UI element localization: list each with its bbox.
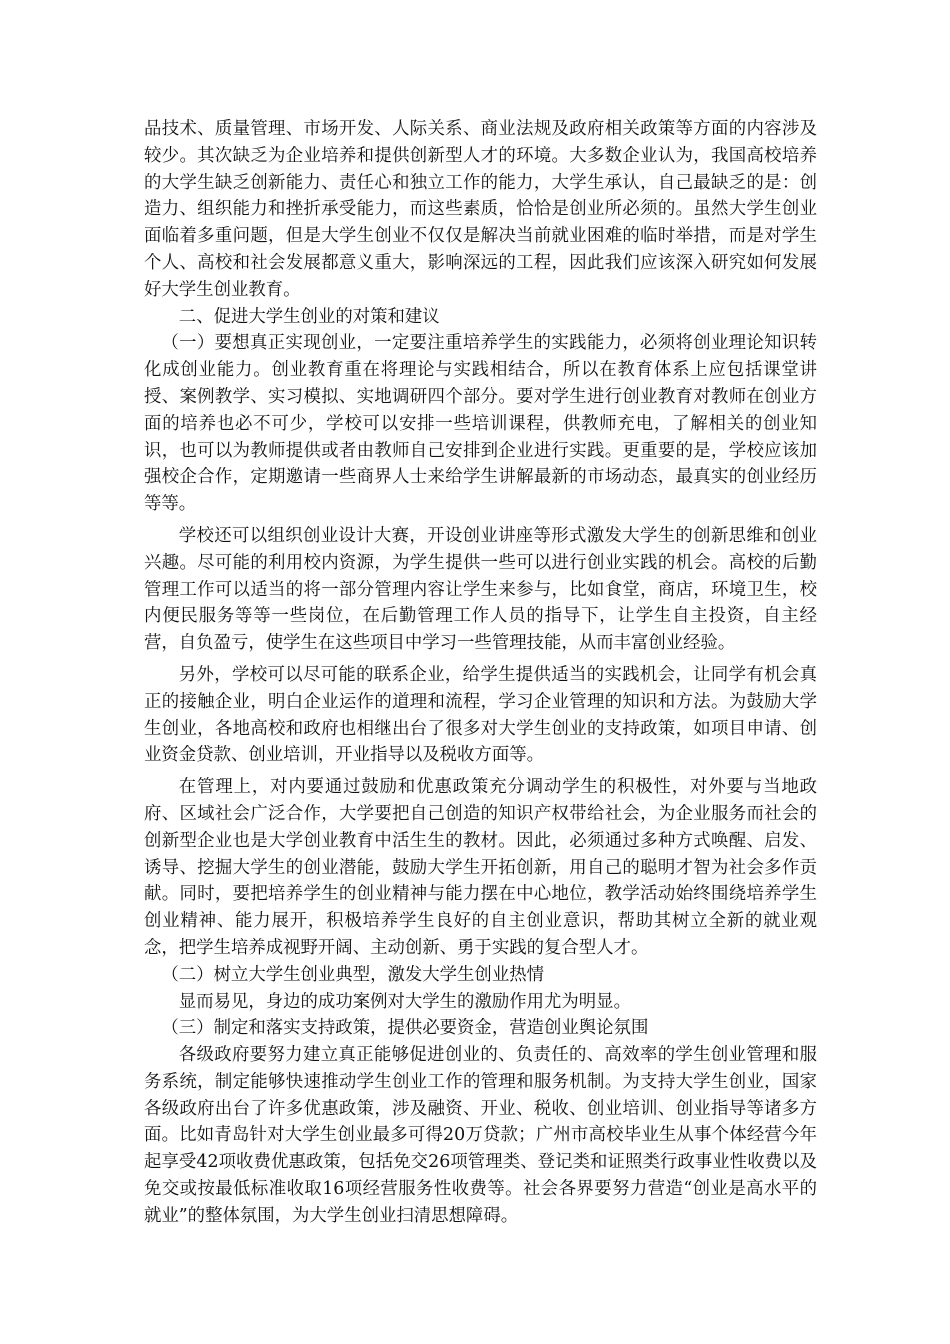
paragraph-intro-continuation: 品技术、质量管理、市场开发、人际关系、商业法规及政府相关政策等方面的内容涉及较少。其次缺乏为企业培养和提供创新型人才的环境。大多数企业认为，我国高校培养的大学生缺乏创新能力、责任心和独立工作的能力，大学生承认，自己最缺乏的是：创造力、组织能力和挫折承受能力，而这些素质，恰恰是创业所必须的。虽然大学生创业面临着多重问题，但是大学生创业不仅仅是解决当前就业困难的临时举措，而是对学生个人、高校和社会发展都意义重大，影响深远的工程，因此我们应该深入研究如何发展好大学生创业教育。 [144,119,817,300]
paragraph-competitions: 学校还可以组织创业设计大赛，开设创业讲座等形式激发大学生的创新思维和创业兴趣。尽可能的利用校内资源，为学生提供一些可以进行创业实践的机会。高校的后勤管理工作可以适当的将一部分管理内容让学生来参与，比如食堂，商店，环境卫生，校内便民服务等等一些岗位，在后勤管理工作人员的指导下，让学生自主投资，自主经营，自负盈亏，使学生在这些项目中学习一些管理技能，从而丰富创业经验。 [144,525,817,654]
paragraph-government-policy: 各级政府要努力建立真正能够促进创业的、负责任的、高效率的学生创业管理和服务系统，制定能够快速推动学生创业工作的管理和服务机制。为支持大学生创业，国家各级政府出台了许多优惠政策，涉及融资、开业、税收、创业培训、创业指导等诸多方面。比如青岛针对大学生创业最多可得20万贷款；广州市高校毕业生从事个体经营今年起享受42项收费优惠政策，包括免交26项管理类、登记类和证照类行政事业性收费以及免交或按最低标准收取16项经营服务性收费等。社会各界要努力营造“创业是高水平的就业”的整体氛围，为大学生创业扫清思想障碍。 [144,1045,817,1226]
paragraph-success-cases: 显而易见，身边的成功案例对大学生的激励作用尤为明显。 [178,991,631,1012]
paragraph-enterprise-contact: 另外，学校可以尽可能的联系企业，给学生提供适当的实践机会，让同学有机会真正的接触企业，明白企业运作的道理和流程，学习企业管理的知识和方法。为鼓励大学生创业，各地高校和政府也相继出台了很多对大学生创业的支持政策，如项目申请、创业资金贷款、创业培训，开业指导以及税收方面等。 [144,664,817,766]
section-heading-two: 二、促进大学生创业的对策和建议 [178,306,440,327]
subheading-three: （三）制定和落实支持政策，提供必要资金，营造创业舆论氛围 [161,1018,649,1039]
paragraph-management: 在管理上，对内要通过鼓励和优惠政策充分调动学生的积极性，对外要与当地政府、区域社会广泛合作，大学要把自己创造的知识产权带给社会，为企业服务而社会的创新型企业也是大学创业教育中活生生的教材。因此，必须通过多种方式唤醒、启发、诱导、挖掘大学生的创业潜能，鼓励大学生开拓创新，用自己的聪明才智为社会多作贡献。同时，要把培养学生的创业精神与能力摆在中心地位，教学活动始终围绕培养学生创业精神、能力展开，积极培养学生良好的自主创业意识，帮助其树立全新的就业观念，把学生培养成视野开阔、主动创新、勇于实践的复合型人才。 [144,777,817,958]
document-body [144,116,817,1230]
subheading-two: （二）树立大学生创业典型，激发大学生创业热情 [161,964,544,985]
paragraph-subsection-one: （一）要想真正实现创业，一定要注重培养学生的实践能力，必须将创业理论知识转化成创业能力。创业教育重在将理论与实践相结合，所以在教育体系上应包括课堂讲授、案例教学、实习模拟、实地调研四个部分。要对学生进行创业教育对教师在创业方面的培养也必不可少，学校可以安排一些培训课程，供教师充电，了解相关的创业知识，也可以为教师提供或者由教师自己安排到企业进行实践。更重要的是，学校应该加强校企合作，定期邀请一些商界人士来给学生讲解最新的市场动态，最真实的创业经历等等。 [144,333,817,515]
